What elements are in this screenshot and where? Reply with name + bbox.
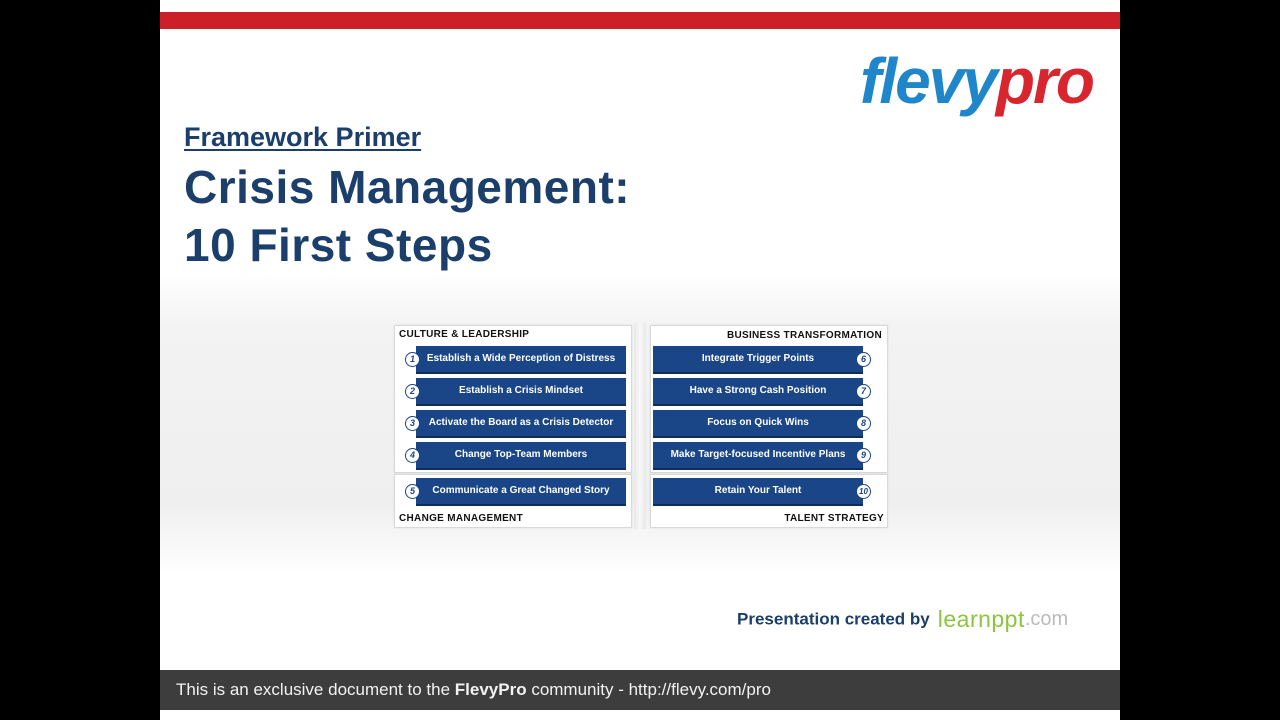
title-line-1: Crisis Management:	[184, 161, 631, 213]
steps-diagram	[394, 323, 888, 529]
step-number-2: 2	[405, 384, 420, 399]
learnppt-tld: .com	[1024, 608, 1069, 630]
top-strip	[160, 0, 1120, 12]
footer-brand: FlevyPro	[454, 680, 527, 699]
step-9: Make Target-focused Incentive Plans	[653, 442, 863, 470]
slide	[160, 0, 1120, 720]
step-number-3: 3	[405, 416, 420, 431]
learnppt-brand: learnppt	[937, 606, 1025, 632]
step-number-8: 8	[856, 416, 871, 431]
step-number-7: 7	[856, 384, 871, 399]
step-number-4: 4	[405, 448, 420, 463]
footer-text	[176, 680, 771, 700]
center-divider	[634, 323, 646, 529]
category-talent-strategy: TALENT STRATEGY	[784, 513, 884, 524]
red-header-bar	[160, 12, 1120, 29]
footer-bar	[160, 670, 1120, 710]
credit-label: Presentation created by	[737, 609, 930, 629]
category-culture-leadership: CULTURE & LEADERSHIP	[399, 329, 530, 340]
step-8: Focus on Quick Wins	[653, 410, 863, 438]
step-number-9: 9	[856, 448, 871, 463]
footer-prefix: This is an exclusive document to the	[176, 680, 451, 699]
logo-flevy-text: flevy	[860, 45, 996, 117]
footer-suffix: community - http://flevy.com/pro	[531, 680, 771, 699]
step-5: Communicate a Great Changed Story	[416, 478, 626, 506]
step-7: Have a Strong Cash Position	[653, 378, 863, 406]
slide-title	[184, 158, 824, 274]
step-1: Establish a Wide Perception of Distress	[416, 346, 626, 374]
category-change-management: CHANGE MANAGEMENT	[399, 513, 523, 524]
footer-bottom-strip	[160, 710, 1120, 720]
flevypro-logo	[860, 44, 1110, 118]
step-2: Establish a Crisis Mindset	[416, 378, 626, 406]
step-number-1: 1	[405, 352, 420, 367]
step-number-10: 10	[856, 484, 871, 499]
step-6: Integrate Trigger Points	[653, 346, 863, 374]
category-business-transformation: BUSINESS TRANSFORMATION	[726, 330, 882, 341]
step-number-5: 5	[405, 484, 420, 499]
step-10: Retain Your Talent	[653, 478, 863, 506]
logo-pro-text: pro	[995, 45, 1093, 117]
step-4: Change Top-Team Members	[416, 442, 626, 470]
framework-primer-kicker: Framework Primer	[184, 122, 422, 152]
step-3: Activate the Board as a Crisis Detector	[416, 410, 626, 438]
step-number-6: 6	[856, 352, 871, 367]
presentation-credit	[737, 606, 1068, 640]
title-line-2: 10 First Steps	[184, 219, 493, 271]
